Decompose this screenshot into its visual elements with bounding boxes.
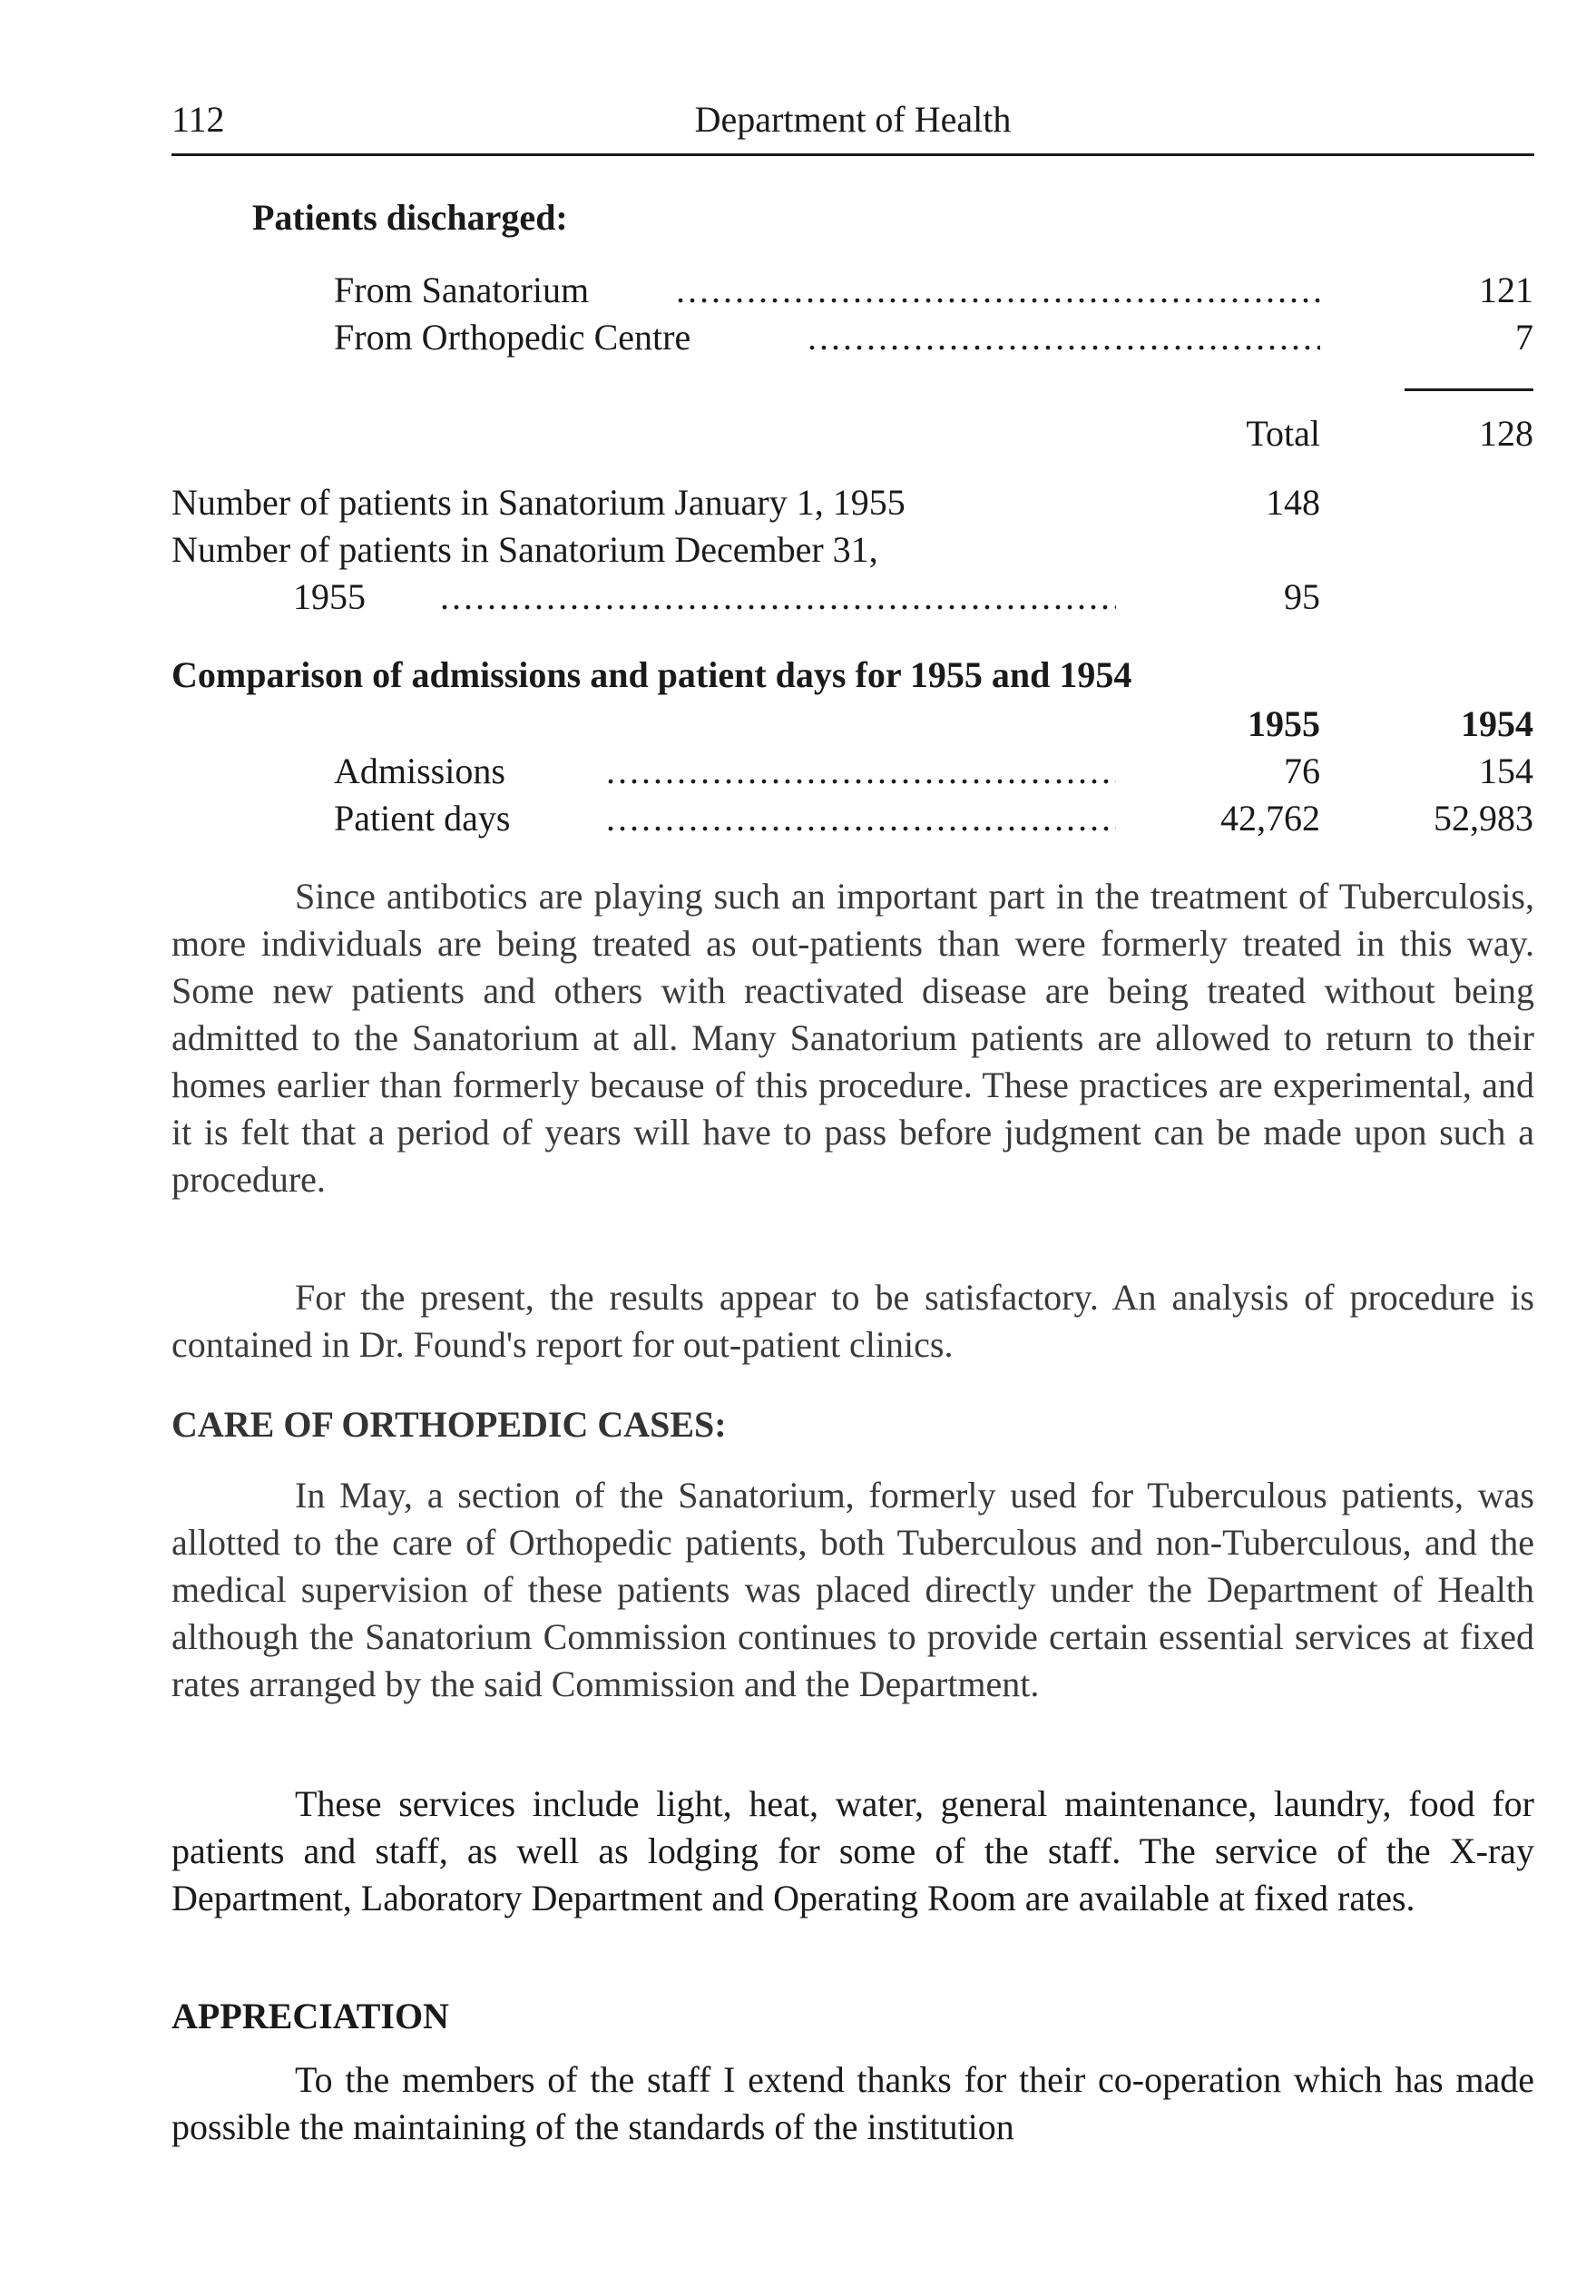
comparison-row-1954: 154 [1479, 751, 1533, 791]
dot-leader [808, 314, 1320, 361]
comparison-row-1954: 52,983 [1434, 798, 1533, 839]
paragraph-appreciation: To the members of the staff I extend thanks for their co-operation which has made possible the maintaining of the standards of the institution [171, 2059, 1534, 2147]
discharged-row-value: 7 [1515, 317, 1533, 358]
comparison-row-label: Admissions [334, 751, 505, 791]
paragraph-orthopedic-2: These services include light, heat, water, general maintenance, laundry, food for patients and staff, as well as lodging for some of the staff. The service of the X-ray Department, Laboratory Department and Operating Room are available at fixed rates. [171, 1783, 1534, 1918]
appreciation-heading: APPRECIATION [171, 1996, 449, 2036]
header-rule [171, 153, 1534, 156]
page-number: 112 [171, 99, 225, 140]
census-dec-label-year: 1955 [293, 576, 366, 617]
discharged-row-value: 121 [1479, 270, 1533, 310]
discharged-heading: Patients discharged: [252, 197, 568, 238]
dot-leader [606, 795, 1116, 842]
comparison-col-1954: 1954 [1461, 703, 1533, 744]
discharged-row-label: From Sanatorium [334, 270, 590, 310]
running-header [171, 98, 1534, 143]
paragraph-orthopedic-1: In May, a section of the Sanatorium, formerly used for Tuberculous patients, was allotted to the care of Orthopedic patients, both Tuberculous and non-Tuberculous, and the medical supervision of these patients was placed directly under the Department of Health although the Sanatorium Commission continues to provide certain essential services at fixed rates arranged by the said Commission and the Department. [171, 1475, 1534, 1704]
discharged-row-label: From Orthopedic Centre [334, 317, 691, 358]
dot-leader [676, 267, 1320, 314]
census-dec-value: 95 [1284, 576, 1320, 617]
census-jan-label: Number of patients in Sanatorium January 1, 1955 [171, 482, 906, 523]
comparison-col-1955: 1955 [1248, 703, 1320, 744]
paragraph-present: For the present, the results appear to be satisfactory. An analysis of procedure is contained in Dr. Found's report for out-patient clinics. [171, 1277, 1534, 1365]
total-label: Total [1246, 413, 1320, 454]
dot-leader [440, 574, 1116, 621]
total-value: 128 [1479, 413, 1533, 454]
census-jan-value: 148 [1266, 482, 1320, 523]
paragraph-antibiotics: Since antibotics are playing such an important part in the treatment of Tuberculosis, more individuals are being treated as out-patients than were formerly treated in this way. Some new patients and others with reactivated disease are being treated without being admitted to the Sanatorium at all. Many Sanatorium patients are allowed to return to their homes earlier than formerly because of this procedure. These practices are experimental, and it is felt that a period of years will have to pass before judgment can be made upon such a procedure. [171, 876, 1534, 1200]
comparison-row-label: Patient days [334, 798, 511, 839]
comparison-row-1955: 76 [1284, 751, 1320, 791]
running-title: Department of Health [694, 99, 1012, 140]
dot-leader [606, 748, 1116, 795]
total-rule [1405, 388, 1533, 391]
orthopedic-heading: CARE OF ORTHOPEDIC CASES: [171, 1404, 727, 1445]
comparison-row-1955: 42,762 [1220, 798, 1320, 839]
comparison-heading: Comparison of admissions and patient days for 1955 and 1954 [171, 654, 1132, 695]
census-dec-label: Number of patients in Sanatorium December 31, [171, 529, 878, 570]
